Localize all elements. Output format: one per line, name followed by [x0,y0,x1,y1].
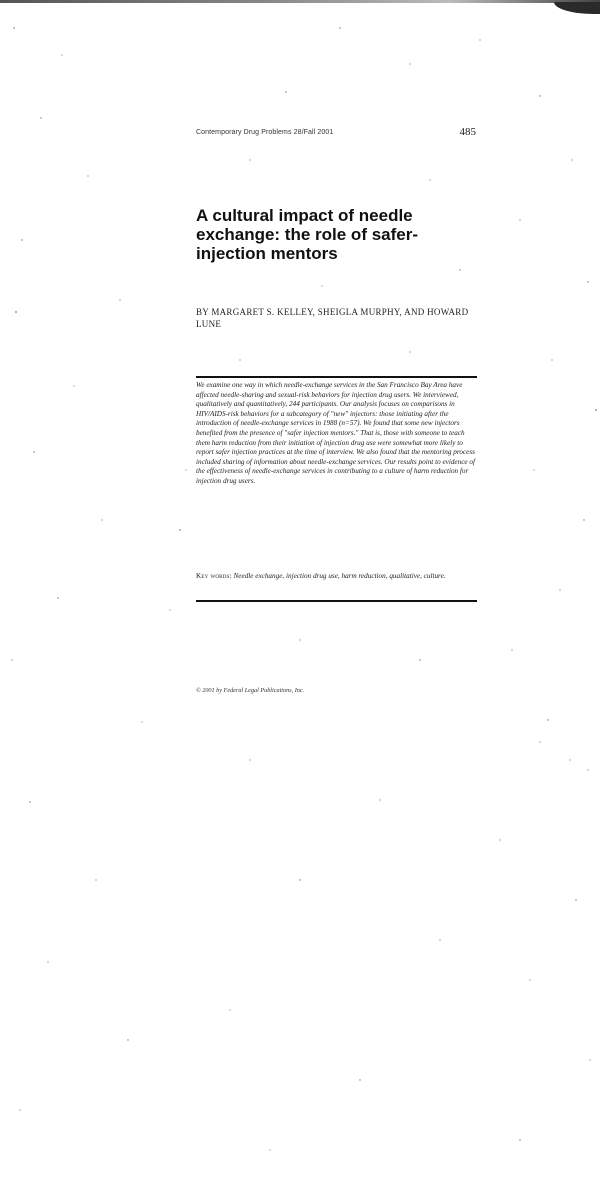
scan-corner-mark [554,2,600,14]
abstract-text: We examine one way in which needle-exchange services in the San Francisco Bay Area have affected needle-sharing and sexual-risk behaviors for injection drug users. We interviewed, qualitatively and quantitatively, 244 participants. Our analysis focuses on comparisons in HIV/AIDS-risk behaviors for a subcategory of "new" injectors: those initiating after the introduction of needle-exchange services in 1988 (n=57). We found that some new injectors benefited from the presence of "safer injection mentors." That is, those with someone to teach them harm reduction from their initiation of injection drug use were somewhat more likely to report safer injection practices at the time of interview. We also found that the mentoring process included sharing of information about needle-exchange services. Our results point to evidence of the effectiveness of needle-exchange services in contributing to a culture of harm reduction for injection drug users. [196,381,475,485]
keywords-list: Needle exchange, injection drug use, harm reduction, qualitative, culture. [233,572,446,580]
abstract-bottom-rule [196,600,477,602]
page-number: 485 [459,126,476,138]
abstract-top-rule [196,376,477,378]
scan-top-edge [0,0,600,3]
journal-citation: Contemporary Drug Problems 28/Fall 2001 [196,129,334,136]
abstract [196,381,477,487]
keywords [196,572,477,582]
author-byline: BY MARGARET S. KELLEY, SHEIGLA MURPHY, AND HOWARD LUNE [196,307,469,329]
keywords-label: Key words: [196,572,232,580]
running-header [196,126,478,142]
article-title: A cultural impact of needle exchange: the role of safer-injection mentors [196,206,419,263]
copyright-notice: © 2001 by Federal Legal Publications, Inc. [196,687,305,694]
